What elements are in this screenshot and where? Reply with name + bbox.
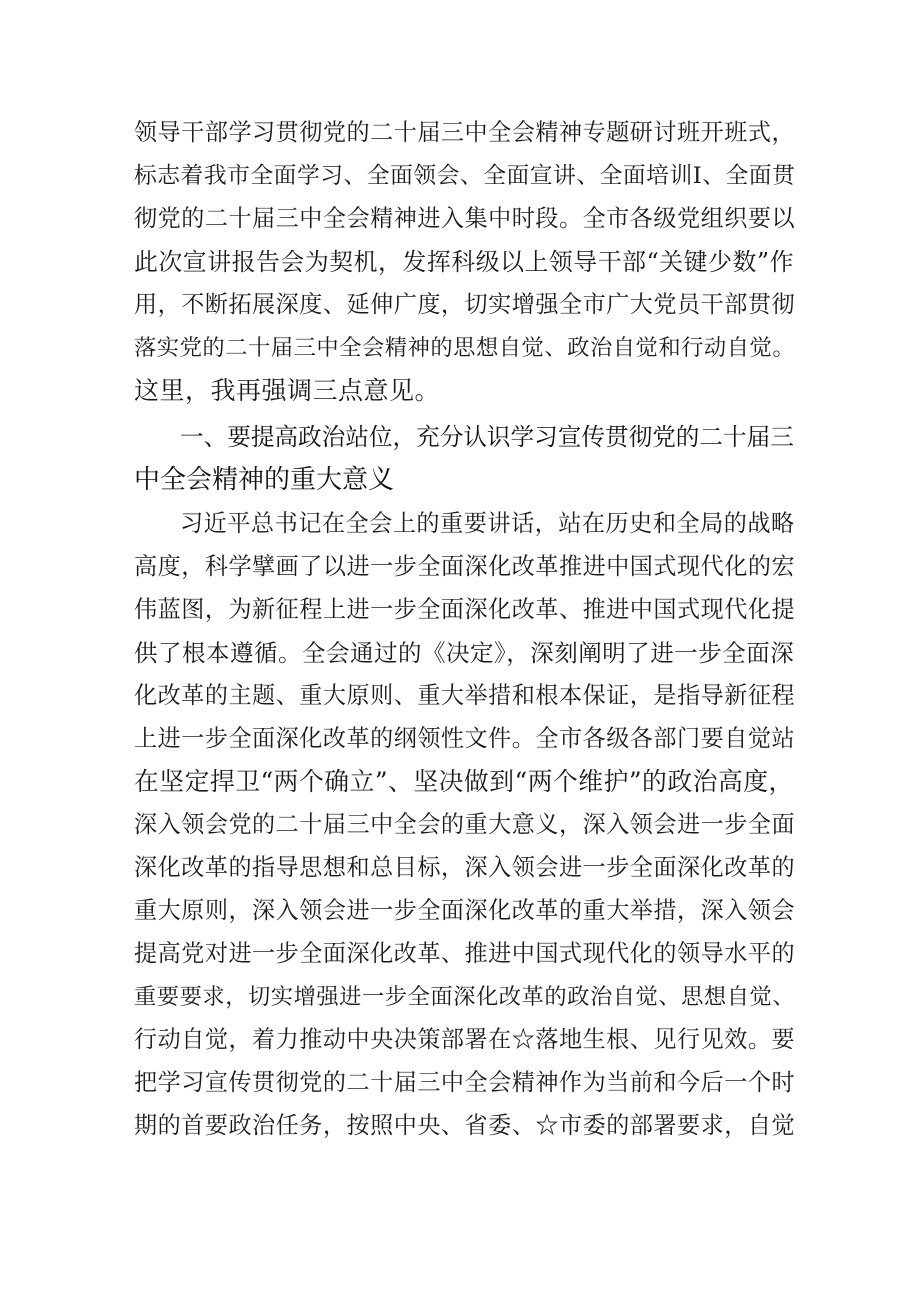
intro-line: 此次宣讲报告会为契机，发挥科级以上领导干部“关键少数”作 [134, 248, 795, 276]
body-line: 重大原则，深入领会进一步全面深化改革的重大举措，深入领会 [134, 898, 796, 924]
body-line: 深入领会党的二十届三中全会的重大意义，深入领会进一步全面 [134, 812, 796, 838]
body-line: 习近平总书记在全会上的重要讲话，站在历史和全局的战略 [180, 511, 795, 537]
body-line: 重要要求，切实增强进一步全面深化改革的政治自觉、思想自觉、 [134, 984, 796, 1010]
body-line: 把学习宣传贯彻党的二十届三中全会精神作为当前和今后一个时 [134, 1070, 796, 1096]
intro-line: 彻党的二十届三中全会精神进入集中时段。全市各级党组织要以 [134, 206, 796, 232]
body-line: 上进一步全面深化改革的纲领性文件。全市各级各部门要自觉站 [134, 726, 796, 752]
body-line: 高度，科学擘画了以进一步全面深化改革推进中国式现代化的宏 [134, 554, 796, 580]
body-line: 行动自觉，着力推动中央决策部署在☆落地生根、见行见效。要 [134, 1027, 796, 1053]
intro-line: 用，不断拓展深度、延伸广度，切实增强全市广大党员干部贯彻 [134, 292, 796, 318]
body-line: 化改革的主题、重大原则、重大举措和根本保证，是指导新征程 [134, 683, 796, 709]
body-line: 深化改革的指导思想和总目标，深入领会进一步全面深化改革的 [134, 855, 796, 881]
intro-line: 落实党的二十届三中全会精神的思想自觉、政治自觉和行动自觉。 [134, 335, 796, 361]
body-line: 供了根本遵循。全会通过的《决定》，深刻阐明了进一步全面深 [134, 639, 795, 667]
intro-line: 领导干部学习贯彻党的二十届三中全会精神专题研讨班开班式， [134, 120, 796, 146]
body-line: 期的首要政治任务，按照中央、省委、☆市委的部署要求，自觉 [134, 1113, 796, 1139]
intro-line: 标志着我市全面学习、全面领会、全面宣讲、全面培训I、全面贯 [134, 163, 796, 189]
section-heading: 一、要提高政治站位，充分认识学习宣传贯彻党的二十届三 [180, 423, 794, 451]
section-heading: 中全会精神的重大意义 [134, 465, 395, 495]
body-line: 提高党对进一步全面深化改革、推进中国式现代化的领导水平的 [134, 941, 796, 967]
body-line: 在坚定捍卫“两个确立”、坚决做到“两个维护”的政治高度， [134, 767, 794, 796]
body-line: 伟蓝图，为新征程上进一步全面深化改革、推进中国式现代化提 [134, 597, 796, 623]
intro-line: 这里，我再强调三点意见。 [134, 376, 441, 405]
